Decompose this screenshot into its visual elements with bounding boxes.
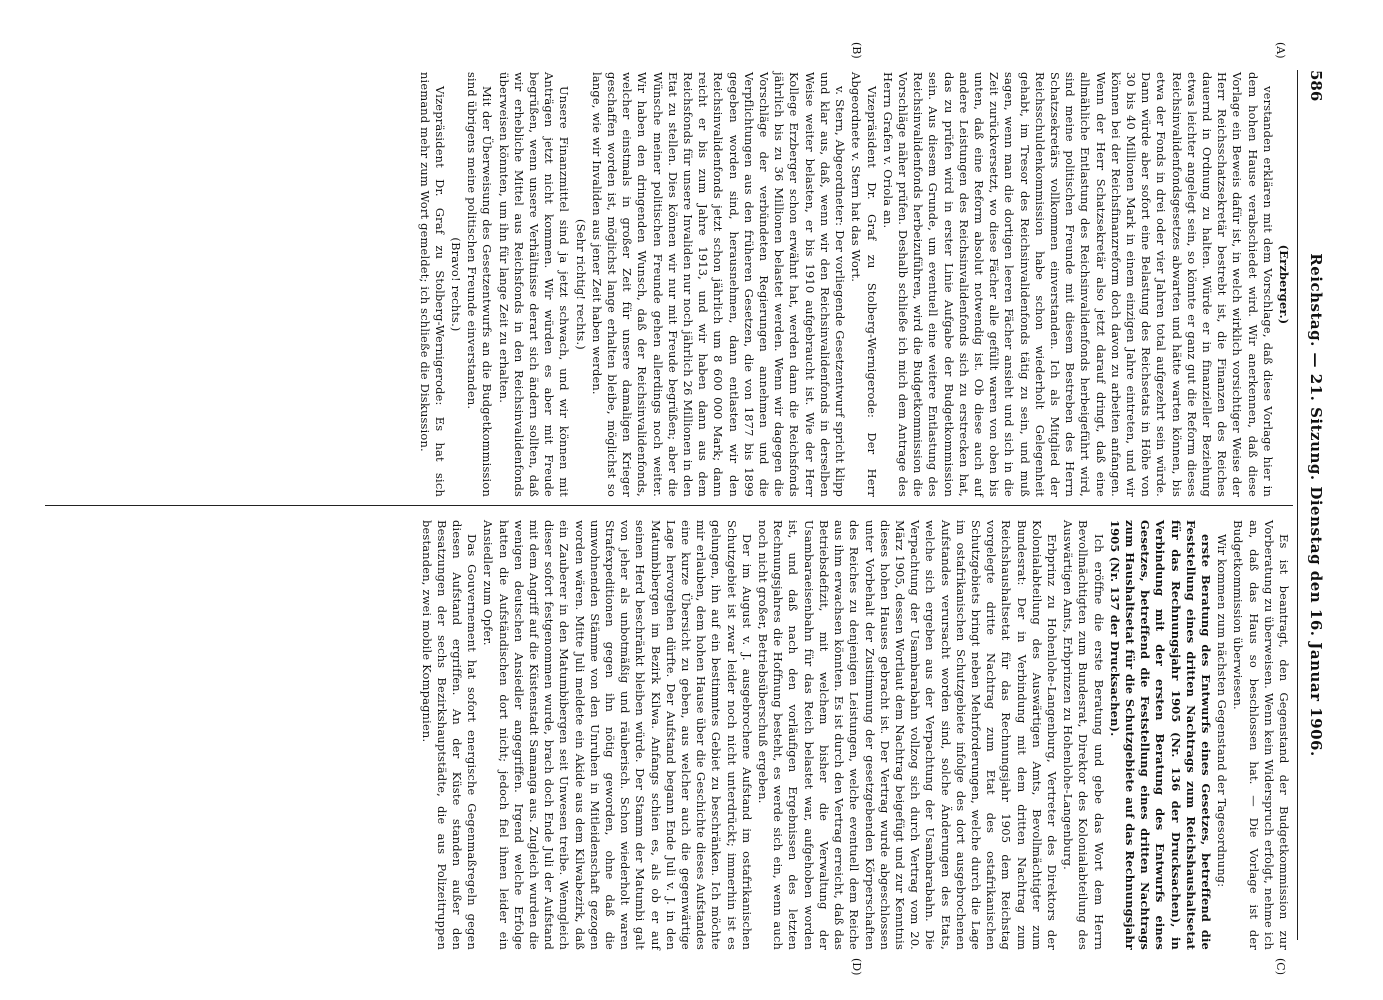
right-paragraph: Es ist beantragt, den Gegenstand der Budgetkommission zur Vorberatung zu überweisen. Wenn kein Widerspruch erfolgt, nehme ich an, daß das Haus so beschlossen hat. — Die Vorlage ist der Budgetkommission überwiesen. [1231,520,1291,950]
left-column [415,72,1291,497]
page-number: 586 [1307,70,1325,102]
right-paragraph: Das Gouvernement hat sofort energische Gegenmaßregeln gegen diesen Aufstand ergriffen. An der Küste standen außer den Besatzungen der sechs Bezirkshauptstädte, die aus Polizeitruppen bestanden, zwei mobile Kompagnien. [419,520,480,950]
left-paragraph: verstanden erklären mit dem Vorschlage, daß diese Vorlage hier in dem hohen Hause verabschiedet wird. Wir anerkennen, daß diese Vorlage ein Beweis dafür ist, in welch wirklich vorsichtiger Weise der Herr Reichsschatzsekretär bestrebt ist, die Finanzen des Reiches dauernd in Ordnung zu halten. Würde er in finanzieller Beziehung etwas leichter angelegt sein, so könnte er ganz gut die Reform dieses Reichsinvalidenfondsgesetzes abwarten und hätte warten können, bis etwa der Fonds in drei oder vier Jahren total aufgezehrt sein würde. Dann würde aber sofort eine Belastung des Reichsetats in Höhe von 30 bis 40 Millionen Mark in einem einzigen Jahre eintreten, und wir können bei der Reichsfinanzreform doch davon zu arbeiten anfangen. Wenn der Herr Schatzsekretär also jetzt darauf dringt, daß eine allmähliche Entlastung des Reichsinvalidenfonds herbeigeführt wird, sind meine politischen Freunde mit diesem Bestreben des Herrn Schatzsekretärs vollkommen einverstanden. Ich als Mitglied der Reichsschuldenkommission habe schon wiederholt Gelegenheit gehabt, im Tresor des Reichsinvalidenfonds tätig zu sein, und muß sagen, wenn man die dortigen leeren Fächer ansieht und sich in die Zeit zurückversetzt, wo diese Fächer alle gefüllt waren von oben bis unten, daß eine Reform absolut notwendig ist. Ob diese auch auf andere Leistungen des Reichsinvalidenfonds sich zu erstrecken hat, das zu prüfen wird in erster Linie Aufgabe der Budgetkommission sein. Aus diesem Grunde, um eventuell eine weitere Entlastung des Reichsinvalidenfonds herbeizuführen, wird die Budgetkommission die Vorschläge näher prüfen. Deshalb schließe ich mich dem Antrage des Herrn Grafen v. Oriola an. [880,72,1275,497]
margin-marker-c: (C) [1274,958,1287,975]
left-paragraph: Unsere Finanzmittel sind ja jetzt schwach, und wir können mit Anträgen jetzt nicht kommen. Wir würden es aber mit Freude begrüßen, wenn unsere Verhältnisse derart sich ändern sollten, daß wir erhebliche Mittel aus Reichsfonds in den Reichsinvalidenfonds überweisen könnten, um ihn für lange Zeit zu erhalten. [496,72,572,497]
left-paragraph: (Sehr richtig! rechts.) [573,219,588,350]
margin-marker-d: (D) [850,958,863,976]
left-paragraph: Mit der Überweisung des Gesetzentwurfs an die Budgetkommission sind übrigens meine politischen Freunde einverstanden. [465,72,495,497]
margin-marker-a: (A) [1274,42,1287,59]
header-rule [1297,70,1298,940]
left-paragraph: Vizepräsident Dr. Graf zu Stolberg-Wernigerode: Es hat sich niemand mehr zum Wort gemeldet; ich schließe die Diskussion. [417,72,447,497]
right-column [417,520,1291,950]
left-paragraph: v. Stern, Abgeordneter: Der vorliegende Gesetzentwurf spricht klipp und klar aus, daß, wenn wir den Reichsinvalidenfonds in derselben Weise weiter belasten, er bis 1910 aufgebraucht ist. Wie der Herr Kollege Erzberger schon erwähnt hat, werden dann die Reichsfonds jährlich bis zu 36 Millionen belastet werden. Wenn wir dagegen die Vorschläge der verbündeten Regierungen annehmen und die Verpflichtungen aus den früheren Gesetzen, die von 1877 bis 1899 gegeben worden sind, herausnehmen, dann entlasten wir den Reichsinvalidenfonds jetzt schon jährlich um 8 600 000 Mark; dann reicht er bis zum Jahre 1913, und wir haben dann aus dem Reichsfonds für unsere Invaliden nur noch jährlich 26 Millionen in den Etat zu stellen. Dies können wir nur mit Freude begrüßen; aber die Wünsche meiner politischen Freunde gehen allerdings noch weiter. Wir haben den dringenden Wunsch, daß der Reichsinvalidenfonds, welcher einstmals in großer Zeit für unsere damaligen Krieger geschaffen worden ist, möglichst lange erhalten bleibe, möglichst so lange, wie wir Invaliden aus jener Zeit haben werden. [589,72,848,497]
left-paragraph: Vizepräsident Dr. Graf zu Stolberg-Wernigerode: Der Herr Abgeordnete v. Stern hat das Wort. [849,72,879,497]
right-paragraph: erste Beratung des Entwurfs eines Gesetzes, betreffend die Feststellung eines dritten Nachtrags zum Reichshaushaltsetat für das Rechnungsjahr 1905 (Nr. 136 der Drucksachen), in Verbindung mit der ersten Beratung des Entwurfs eines Gesetzes, betreffend die Feststellung eines dritten Nachtrags zum Haushaltsetat für die Schutzgebiete auf das Rechnungsjahr 1905 (Nr. 137 der Drucksachen). [1107,520,1213,950]
right-paragraph: Ich eröffne die erste Beratung und gebe das Wort dem Herrn Bevollmächtigten zum Bundesrat, Direktor des Kolonialabteilung des Auswärtigen Amts, Erbprinzen zu Hohenlohe-Langenburg. [1061,520,1106,950]
right-paragraph: Der im August v. J. ausgebrochene Aufstand im ostafrikanischen Schutzgebiet ist zwar leider noch nicht unterdrückt; immerhin ist es gelungen, ihn auf ein bestimmtes Gebiet zu beschränken. Ich möchte mir erlauben, dem hohen Hause über die Geschichte dieses Aufstandes eine kurze Übersicht zu geben, aus welcher auch die gegenwärtige Lage hervorgehen dürfte. Der Aufstand begann Ende Juli v. J. in den Matumbibergen im Bezirk Kilwa. Anfangs schien es, als ob er auf seinen Herd beschränkt bleiben würde. Der Stamm der Matumbi galt von jeher als unbotmäßig und räuberisch. Schon wiederholt waren Strafexpeditionen gegen ihn nötig geworden, ohne daß die umwohnenden Stämme von den Unruhen in Mitleidenschaft gezogen worden wären. Mitte Juli meldete ein Akide aus dem Kilwabezirk, daß ein Zauberer in den Matumbibergen seit Unwesen treibe. Wenngleich dieser sofort festgenommen wurde, brach doch Ende Juli der Aufstand mit dem Angriff auf die Küstenstadt Samanga aus. Zugleich wurden die wenigen deutschen Ansiedler angegriffen. Irgend welche Erfolge hatten die Aufständischen dort nicht; jedoch fiel ihnen leider ein Ansiedler zum Opfer. [481,520,754,950]
right-paragraph: Wir kommen zum nächsten Gegenstand der Tagesordnung: [1215,534,1230,888]
page-header [1301,70,1325,940]
speaker-continued: (Erzberger.) [1277,244,1291,325]
left-paragraph: (Bravo! rechts.) [449,237,464,332]
margin-marker-b: (B) [850,42,863,59]
right-paragraph: Erbprinz zu Hohenlohe-Langenburg, Vertreter des Direktors der Kolonialabteilung des Auswärtigen Amts, Bevollmächtigter zum Bundesrat: Der in Verbindung mit dem dritten Nachtrag zum Reichshaushaltsetat für das Rechnungsjahr 1905 dem Reichstag vorgelegte dritte Nachtrag zum Etat des ostafrikanischen Schutzgebiets bringt neben Mehrforderungen, welche durch die Lage im ostafrikanischen Schutzgebiete infolge des dort ausgebrochenen Aufstandes verursacht worden sind, solche Änderungen des Etats, welche sich ergeben aus der Verpachtung der Usambarabahn. Die Verpachtung der Usambarabahn vollzog sich durch Vertrag vom 20. März 1905, dessen Wortlaut dem Nachtrag beigefügt und zur Kenntnis dieses hohen Hauses gebracht ist. Der Vertrag wurde abgeschlossen unter Vorbehalt der Zustimmung der gesetzgebenden Körperschaften des Reiches zu denjenigen Leistungen, welche eventuell dem Reiche aus ihm erwachsen könnten. Es ist durch den Vertrag erreicht, daß das Betriebsdefizit, mit welchem bisher die Verwaltung der Usambaraeisenbahn für das Reich belastet war, aufgehoben worden ist, und daß nach den vorläufigen Ergebnissen des letzten Rechnungsjahres die Hoffnung besteht, es werde sich ein, wenn auch noch nicht großer, Betriebsüberschuß ergeben. [756,520,1059,950]
running-title: Reichstag. — 21. Sitzung. Dienstag den 16. Januar 1906. [1307,253,1325,757]
column-divider [45,505,1293,506]
